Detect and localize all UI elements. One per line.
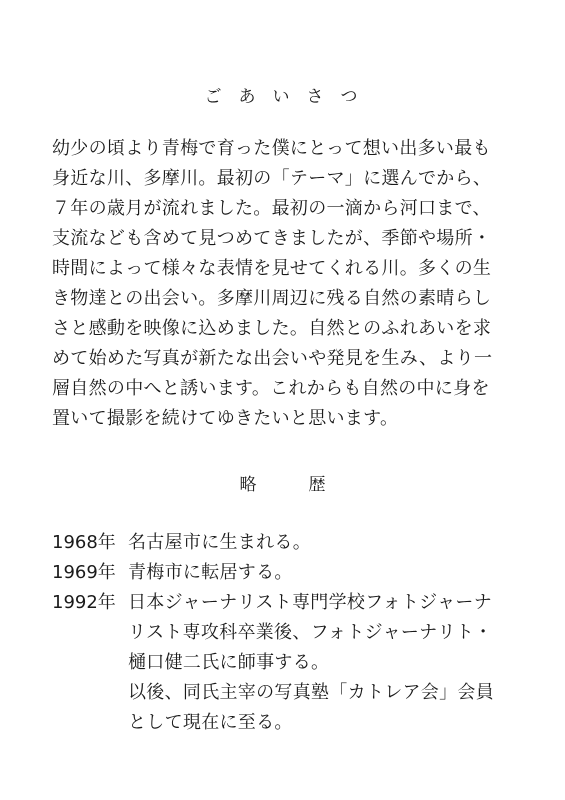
history-line: 名古屋市に生まれる。 (128, 532, 311, 553)
history-line: 樋口健二氏に師事する。 (128, 652, 330, 673)
greeting-line: き物達との出会い。多摩川周辺に残る自然の素晴らし (52, 288, 492, 309)
history-entry (52, 558, 532, 588)
greeting-line: 置いて撮影を続けてゆきたいと思います。 (52, 408, 399, 429)
history-description (128, 558, 532, 588)
history-year: 1992年 (52, 592, 116, 613)
history-list (52, 528, 532, 738)
greeting-paragraph (52, 134, 522, 434)
greeting-line: さと感動を映像に込めました。自然とのふれあいを求 (52, 318, 492, 339)
history-heading-char: 歴 (308, 475, 326, 495)
greeting-line: 層自然の中へと誘います。これからも自然の中に身を (52, 378, 490, 399)
greeting-line: めて始めた写真が新たな出会いや発見を生み、より一 (52, 348, 493, 369)
history-line: リスト専攻科卒業後、フォトジャーナリト・ (128, 622, 493, 643)
history-heading-char: 略 (239, 475, 257, 495)
history-line: 以後、同氏主宰の写真塾「カトレア会」会員 (128, 682, 494, 703)
greeting-line: 支流なども含めて見つめてきましたが、季節や場所・ (52, 228, 492, 249)
history-description (128, 528, 532, 558)
history-line: として現在に至る。 (128, 712, 293, 733)
history-heading (0, 470, 565, 495)
greeting-line: 時間によって様々な表情を見せてくれる川。多くの生 (52, 258, 492, 279)
history-line: 日本ジャーナリスト専門学校フォトジャーナ (128, 592, 493, 613)
history-year: 1968年 (52, 532, 116, 553)
history-entry (52, 588, 532, 738)
history-entry (52, 528, 532, 558)
greeting-line: 幼少の頃より青梅で育った僕にとって想い出多い最も (52, 138, 491, 159)
history-line: 青梅市に転居する。 (128, 562, 293, 583)
greeting-heading: ごあいさつ (204, 87, 375, 107)
greeting-line: 身近な川、多摩川。最初の「テーマ」に選んでから、 (52, 168, 492, 189)
history-description (128, 588, 532, 738)
greeting-line: ７年の歳月が流れました。最初の一滴から河口まで、 (52, 198, 491, 219)
history-year: 1969年 (52, 562, 116, 583)
